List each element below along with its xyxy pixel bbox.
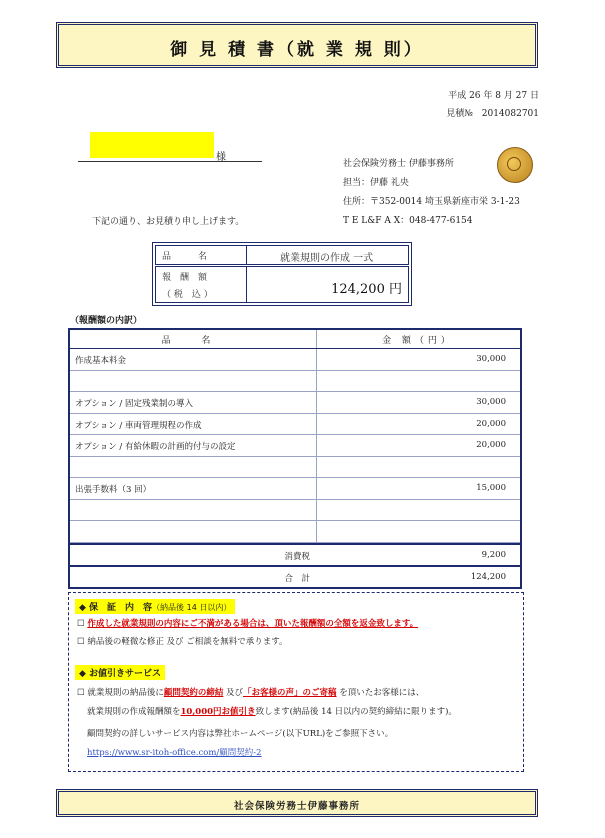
discount-title: ◆ お値引きサービス bbox=[75, 665, 165, 680]
breakdown-amount: 20,000 bbox=[476, 440, 506, 450]
recipient-suffix: 様 bbox=[216, 152, 226, 163]
breakdown-item: オプション / 有給休暇の計画的付与の設定 bbox=[75, 442, 236, 452]
estimate-number: 見積№ 2014082701 bbox=[446, 109, 539, 119]
guarantee-line-1 bbox=[77, 617, 418, 629]
recipient-underline bbox=[78, 161, 262, 162]
discount-amount: 10,000円お値引き bbox=[180, 707, 256, 717]
footer-office-name: 社会保険労務士伊藤事務所 bbox=[233, 801, 360, 812]
summary-item-label: 品 名 bbox=[162, 252, 208, 262]
homepage-link[interactable]: https://www.sr-itoh-office.com/顧問契約-2 bbox=[87, 748, 262, 758]
tax-value: 9,200 bbox=[481, 549, 506, 560]
breakdown-row bbox=[70, 435, 520, 457]
breakdown-title: （報酬額の内訳） bbox=[70, 316, 143, 326]
breakdown-item: 出張手数料（3 回） bbox=[75, 485, 152, 495]
total-value: 124,200 bbox=[470, 571, 506, 582]
header-item: 品 名 bbox=[161, 336, 225, 346]
breakdown-row bbox=[70, 349, 520, 371]
breakdown-amount: 15,000 bbox=[476, 483, 506, 493]
guarantee-title-text: ◆ 保 証 内 容 bbox=[79, 603, 153, 613]
issuer-person: 担当：伊藤 礼央 bbox=[343, 178, 409, 188]
discount-line-1 bbox=[77, 686, 424, 698]
header-amount: 金 額（円） bbox=[382, 336, 454, 346]
breakdown-row bbox=[70, 500, 520, 522]
issuer-address: 住所：〒352-0014 埼玉県新座市栄 3-1-23 bbox=[343, 197, 520, 207]
breakdown-item: 作成基本料金 bbox=[75, 356, 127, 366]
tax-row bbox=[70, 543, 520, 565]
guarantee-line-2: ☐ 納品後の軽微な修正 及び ご相談を無料で承ります。 bbox=[77, 637, 288, 647]
office-seal-icon bbox=[497, 147, 533, 183]
summary-fee-row bbox=[155, 266, 409, 303]
breakdown-amount: 30,000 bbox=[476, 397, 506, 407]
recipient-name-highlight bbox=[90, 132, 214, 158]
summary-table bbox=[152, 242, 412, 306]
breakdown-row bbox=[70, 371, 520, 393]
tax-label: 消費税 bbox=[284, 551, 310, 562]
breakdown-row bbox=[70, 521, 520, 543]
discount-line-1-a: ☐ 就業規則の納品後に bbox=[77, 688, 164, 698]
guarantee-title bbox=[75, 599, 235, 614]
intro-text: 下記の通り、お見積り申し上げます。 bbox=[92, 217, 245, 227]
title-banner bbox=[56, 22, 538, 68]
discount-line-2-a: 就業規則の作成報酬額を bbox=[87, 707, 181, 717]
breakdown-amount: 30,000 bbox=[476, 354, 506, 364]
discount-customer-voice: 「お客様の声」のご寄稿 bbox=[243, 688, 337, 698]
discount-line-1-e: を頂いたお客様には、 bbox=[336, 688, 425, 698]
discount-advisory-contract: 顧問契約の締結 bbox=[163, 688, 224, 698]
issue-date: 平成 26 年 8 月 27 日 bbox=[448, 91, 539, 101]
issuer-tel: T E L&F A X：048-477-6154 bbox=[343, 216, 473, 226]
checkbox-icon: ☐ bbox=[77, 619, 85, 629]
breakdown-header bbox=[70, 330, 520, 349]
breakdown-row bbox=[70, 457, 520, 479]
breakdown-row bbox=[70, 392, 520, 414]
footer-banner bbox=[56, 789, 538, 817]
summary-fee-label-tax: （ 税 込 ） bbox=[162, 290, 213, 300]
breakdown-table bbox=[68, 328, 522, 589]
breakdown-row bbox=[70, 478, 520, 500]
breakdown-item: オプション / 車両管理規程の作成 bbox=[75, 420, 202, 431]
summary-fee-value: 124,200 円 bbox=[331, 282, 402, 297]
total-row bbox=[70, 565, 520, 588]
breakdown-amount: 20,000 bbox=[476, 418, 506, 429]
discount-line-1-c: 及び bbox=[223, 688, 244, 698]
discount-line-2 bbox=[87, 705, 457, 717]
summary-item-value: 就業規則の作成 一式 bbox=[280, 253, 374, 264]
guarantee-box bbox=[68, 592, 524, 772]
guarantee-title-note: （納品後 14 日以内） bbox=[152, 603, 232, 612]
summary-item-row bbox=[155, 245, 409, 265]
guarantee-refund-text: 作成した就業規則の内容にご不満がある場合は、頂いた報酬額の全額を返金致します。 bbox=[87, 619, 419, 629]
discount-line-3: 顧問契約の詳しいサービス内容は弊社ホームページ(以下URL)をご参照下さい。 bbox=[87, 729, 394, 739]
issuer-name: 社会保険労務士 伊藤事務所 bbox=[343, 159, 454, 169]
total-label: 合 計 bbox=[284, 573, 310, 584]
summary-fee-label: 報 酬 額 bbox=[162, 273, 208, 283]
discount-line-2-c: 致します(納品後 14 日以内の契約締結に限ります)。 bbox=[255, 707, 457, 717]
document-title: 御 見 積 書（就 業 規 則） bbox=[170, 40, 424, 60]
breakdown-item: オプション / 固定残業制の導入 bbox=[75, 399, 194, 409]
breakdown-row bbox=[70, 414, 520, 436]
